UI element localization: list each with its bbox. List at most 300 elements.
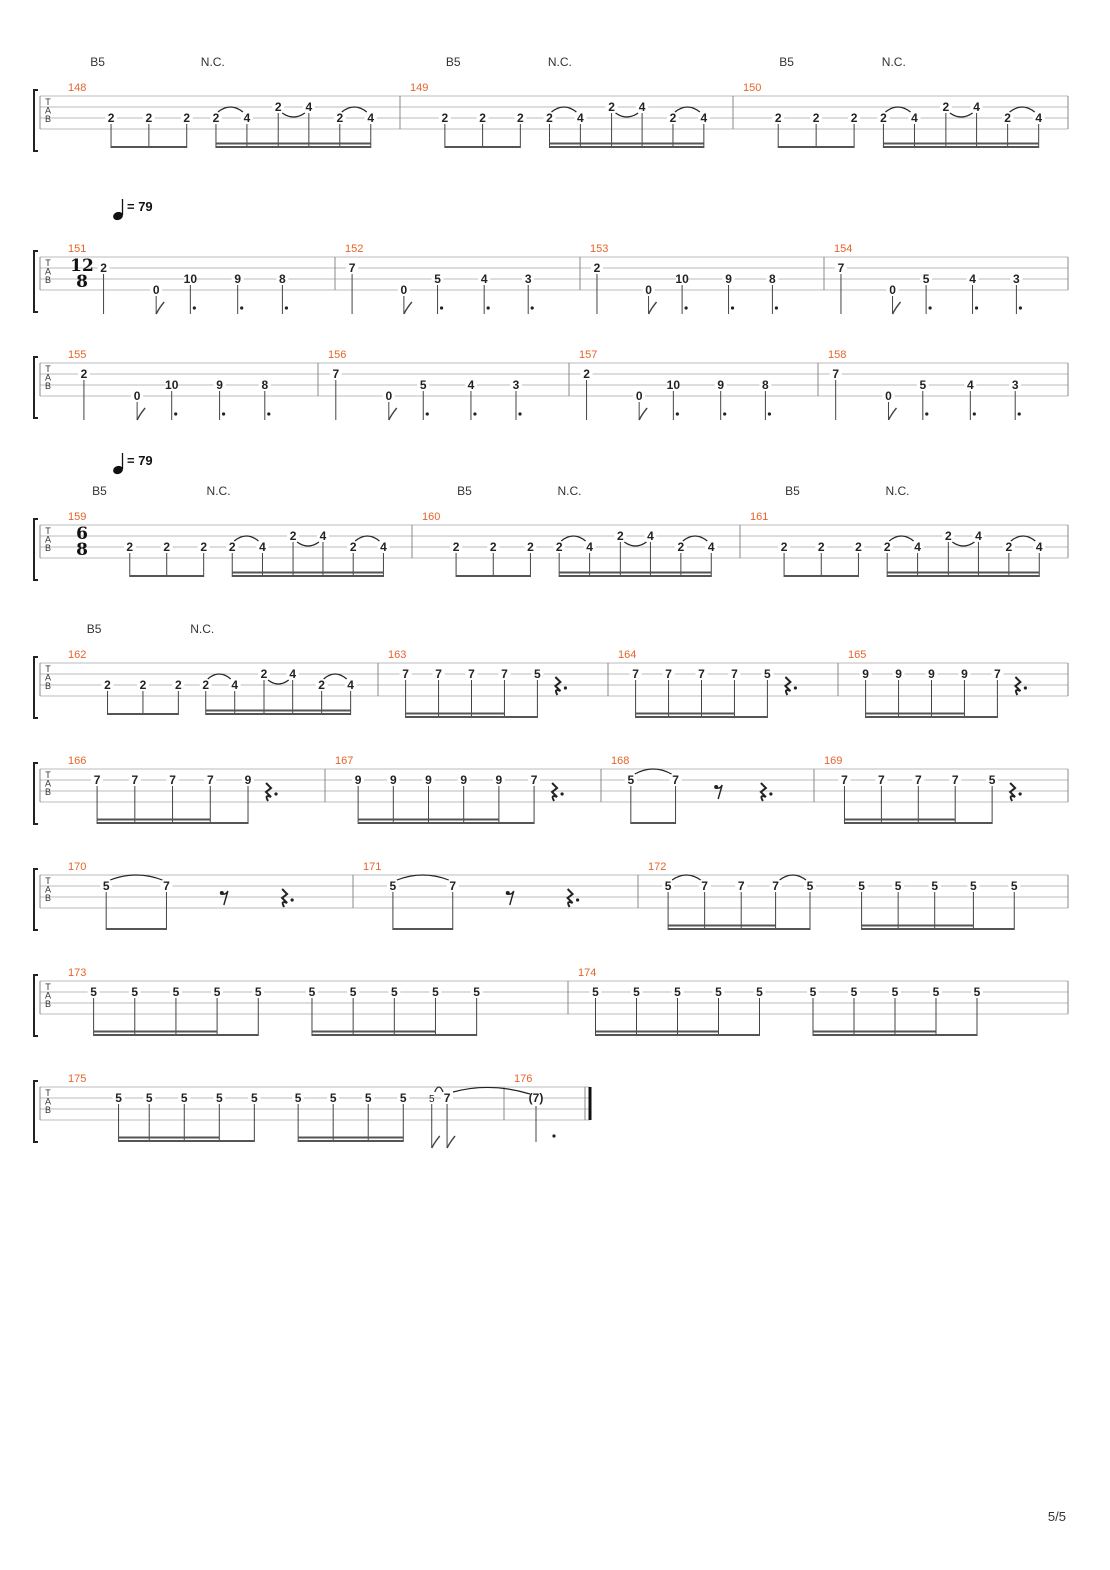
dot: [222, 412, 225, 415]
fret-number: 7: [772, 879, 779, 893]
measure-number: 162: [68, 649, 87, 661]
dot: [929, 306, 932, 309]
tab-clef-letter: A: [44, 534, 52, 545]
beam: [883, 146, 1038, 148]
beam: [216, 146, 371, 148]
fret-number: 2: [441, 111, 449, 125]
dot: [560, 792, 563, 795]
fret-number: 0: [645, 283, 652, 297]
fret-number: 0: [885, 389, 892, 403]
note-flag: [893, 302, 901, 314]
fret-number: 0: [133, 389, 141, 403]
fret-number: 5: [180, 1091, 188, 1105]
page-number: 5/5: [1047, 1509, 1066, 1524]
note-flag: [649, 302, 657, 314]
dot: [267, 412, 270, 415]
tie: [397, 875, 449, 880]
measure-number: 156: [328, 349, 347, 361]
chord-symbol: N.C.: [190, 622, 215, 636]
fret-number: 2: [349, 540, 357, 554]
measure-number: 169: [824, 755, 843, 767]
fret-number: 7: [206, 773, 214, 787]
chord-symbol: B5: [445, 55, 461, 69]
tie: [616, 113, 639, 117]
fret-number: 4: [975, 529, 982, 543]
staff-bracket: [34, 975, 38, 1036]
beam: [596, 1034, 760, 1036]
chord-symbol: B5: [90, 55, 105, 69]
fret-number: 4: [647, 529, 654, 543]
beam: [108, 713, 179, 715]
staff-bracket: [34, 90, 38, 151]
fret-number: 7: [93, 773, 101, 787]
tie: [297, 542, 319, 546]
tie: [672, 875, 701, 880]
dot: [794, 686, 797, 689]
fret-number: 7: [501, 667, 508, 681]
fret-number: 4: [305, 100, 313, 114]
tab-clef-letter: B: [44, 1105, 52, 1115]
dot: [775, 306, 778, 309]
quarter-rest: [266, 783, 271, 801]
measure-number: 176: [514, 1073, 533, 1085]
note-flag: [639, 408, 647, 420]
fret-number: 3: [512, 378, 520, 392]
tab-clef-letter: B: [44, 893, 52, 903]
beam: [393, 928, 453, 930]
fret-number: 2: [228, 540, 236, 554]
tab-clef-letter: A: [44, 778, 52, 789]
fret-number: 2: [289, 529, 297, 543]
fret-number: 9: [216, 378, 223, 392]
beam: [866, 713, 965, 715]
tab-clef-letter: B: [44, 787, 52, 797]
fret-number: 2: [107, 111, 115, 125]
fret-number: 10: [666, 378, 681, 392]
fret-number: 7: [994, 667, 1001, 681]
chord-symbol: N.C.: [881, 55, 906, 69]
fret-number: 2: [212, 111, 220, 125]
staff-bracket: [34, 1081, 38, 1142]
chord-symbol: N.C.: [206, 484, 231, 498]
chord-symbol: B5: [457, 484, 472, 498]
beam: [866, 716, 998, 718]
measure-number: 150: [743, 82, 762, 94]
measure-number: 168: [611, 755, 630, 767]
fret-number: 7: [698, 667, 705, 681]
staff-bracket: [34, 763, 38, 824]
fret-number: 7: [737, 879, 745, 893]
beam: [119, 1137, 220, 1139]
fret-number: 2: [163, 540, 171, 554]
tie: [635, 769, 672, 774]
fret-number: 5: [308, 985, 316, 999]
tab-clef-letter: A: [44, 1096, 52, 1107]
fret-number: 2: [202, 678, 210, 692]
beam: [94, 1034, 259, 1036]
fret-number: 2: [1005, 540, 1013, 554]
tab-clef-letter: T: [45, 364, 51, 374]
measure-number: 158: [828, 349, 847, 361]
fret-number: 9: [862, 667, 869, 681]
beam: [559, 572, 711, 574]
fret-number: 2: [479, 111, 486, 125]
fret-number: 5: [806, 879, 814, 893]
fret-number: 5: [364, 1091, 372, 1105]
fret-number: 2: [452, 540, 460, 554]
staff-bracket: [34, 519, 38, 580]
dot: [975, 306, 978, 309]
fret-number: 5: [664, 879, 672, 893]
fret-number: 2: [945, 529, 952, 543]
time-signature-top: 6: [76, 524, 88, 544]
beam: [784, 575, 858, 577]
fret-number: 2: [274, 100, 282, 114]
fret-number: 4: [914, 540, 921, 554]
fret-number: 7: [951, 773, 959, 787]
quarter-rest: [1010, 783, 1015, 801]
fret-number: 4: [347, 678, 354, 692]
fret-number: 4: [586, 540, 593, 554]
dot: [274, 792, 277, 795]
dot: [973, 412, 976, 415]
fret-number: 7: [348, 261, 356, 275]
fret-number: 2: [139, 678, 147, 692]
quarter-rest: [555, 677, 560, 695]
beam: [119, 1140, 255, 1142]
tab-clef-letter: A: [44, 372, 52, 383]
fret-number: 5: [850, 985, 858, 999]
fret-number: 3: [1011, 378, 1019, 392]
fret-number: 5: [627, 773, 635, 787]
tab-clef-letter: A: [44, 266, 52, 277]
fret-number: 5: [329, 1091, 337, 1105]
tab-clef-letter: B: [44, 681, 52, 691]
chord-symbol: N.C.: [547, 55, 572, 69]
beam: [636, 713, 735, 715]
fret-number: 2: [126, 540, 134, 554]
fret-number: 5: [973, 985, 981, 999]
beam: [312, 1031, 435, 1033]
fret-number: 0: [152, 283, 160, 297]
beam: [232, 575, 383, 577]
tempo-mark: = 79: [127, 199, 153, 214]
tie: [268, 680, 289, 684]
fret-number: 2: [1004, 111, 1011, 125]
beam: [883, 143, 1038, 145]
staff-bracket: [34, 251, 38, 312]
fret-number: 5: [419, 378, 427, 392]
fret-number: 9: [961, 667, 968, 681]
dot: [769, 792, 772, 795]
quarter-rest: [552, 783, 557, 801]
fret-number: 5: [633, 985, 640, 999]
measure-number: 174: [578, 967, 597, 979]
fret-number: 2: [880, 111, 887, 125]
fret-number: 7: [530, 773, 538, 787]
fret-number: 9: [244, 773, 252, 787]
fret-number: 5: [349, 985, 357, 999]
fret-number: 7: [701, 879, 708, 893]
quarter-rest: [785, 677, 790, 695]
note-flag: [432, 1136, 440, 1148]
tab-clef-letter: A: [44, 990, 52, 1001]
beam: [813, 1034, 977, 1036]
fret-number: 5: [294, 1091, 302, 1105]
fret-number: 3: [524, 272, 532, 286]
fret-number: 9: [725, 272, 732, 286]
fret-number: 2: [669, 111, 677, 125]
dot: [285, 306, 288, 309]
fret-number: 2: [527, 540, 534, 554]
fret-number: 4: [707, 540, 715, 554]
fret-number: 9: [425, 773, 432, 787]
note-flag: [389, 408, 397, 420]
measure-number: 161: [750, 511, 769, 523]
dot: [240, 306, 243, 309]
beam: [559, 575, 711, 577]
beam: [887, 572, 1039, 574]
beam: [549, 146, 703, 148]
beam: [94, 1031, 217, 1033]
tie: [952, 542, 974, 546]
fret-number: 7: [914, 773, 922, 787]
fret-number: 7: [163, 879, 170, 893]
tab-clef-letter: T: [45, 526, 51, 536]
fret-number: 5: [1010, 879, 1018, 893]
chord-symbol: B5: [86, 622, 102, 636]
tab-clef-letter: B: [44, 275, 52, 285]
fret-number: 4: [319, 529, 327, 543]
fret-number: 9: [389, 773, 397, 787]
dot: [193, 306, 196, 309]
fret-number: 4: [638, 100, 646, 114]
fret-number: 2: [780, 540, 788, 554]
dot: [1019, 306, 1022, 309]
measure-number: 148: [68, 82, 87, 94]
fret-number: 2: [555, 540, 563, 554]
measure-number: 163: [388, 649, 407, 661]
fret-number: 2: [516, 111, 524, 125]
beam: [445, 146, 520, 148]
fret-number: 7: [841, 773, 848, 787]
fret-number: 4: [1035, 540, 1043, 554]
fret-number: 5: [922, 272, 930, 286]
tie: [624, 542, 646, 546]
fret-number: 10: [165, 378, 179, 392]
fret-number: 4: [1035, 111, 1043, 125]
fret-number: 2: [608, 100, 615, 114]
beam: [106, 928, 166, 930]
fret-number: 5: [90, 985, 97, 999]
fret-number: 2: [260, 667, 268, 681]
tab-clef-letter: T: [45, 97, 51, 107]
fret-number: 2: [583, 367, 590, 381]
note-flag: [888, 408, 896, 420]
fret-number: 5: [592, 985, 599, 999]
fret-number: 4: [231, 678, 239, 692]
fret-number: 8: [261, 378, 269, 392]
time-signature-top: 12: [70, 256, 94, 276]
tab-clef-letter: T: [45, 876, 51, 886]
fret-number: 7: [731, 667, 738, 681]
beam: [406, 713, 505, 715]
measure-number: 154: [834, 243, 853, 255]
staff-bracket: [34, 869, 38, 930]
fret-number: 2: [336, 111, 344, 125]
fret-number: 10: [183, 272, 198, 286]
chord-symbol: N.C.: [557, 484, 582, 498]
fret-number: 2: [104, 678, 111, 692]
dot: [768, 412, 771, 415]
measure-number: 173: [68, 967, 87, 979]
fret-number: 5: [932, 985, 940, 999]
dot: [426, 412, 429, 415]
fret-number: 5: [858, 879, 865, 893]
fret-number: 9: [928, 667, 935, 681]
beam: [358, 819, 499, 821]
beam: [631, 822, 676, 824]
measure-number: 159: [68, 511, 87, 523]
fret-number: 5: [102, 879, 110, 893]
beam: [813, 1031, 936, 1033]
beam: [206, 713, 351, 715]
measure-number: 172: [648, 861, 667, 873]
fret-number: 2: [617, 529, 624, 543]
measure-number: 160: [422, 511, 441, 523]
fret-number: 9: [234, 272, 242, 286]
dot: [518, 412, 521, 415]
tab-clef-letter: T: [45, 1088, 51, 1098]
fret-number: 4: [367, 111, 375, 125]
tab-clef-letter: A: [44, 672, 52, 683]
fret-number: 2: [817, 540, 825, 554]
fret-number: 5: [215, 1091, 223, 1105]
dot: [925, 412, 928, 415]
fret-number: 5: [434, 272, 441, 286]
measure-number: 157: [579, 349, 598, 361]
chord-symbol: B5: [92, 484, 107, 498]
fret-number: 8: [762, 378, 769, 392]
tempo-mark: = 79: [127, 453, 153, 468]
measure-number: 152: [345, 243, 364, 255]
fret-number: 5: [894, 879, 902, 893]
fret-number: 7: [131, 773, 139, 787]
fret-number: 4: [911, 111, 918, 125]
beam: [312, 1034, 477, 1036]
fret-number: 5: [919, 378, 927, 392]
fret-number: 2: [100, 261, 107, 275]
measure-number: 170: [68, 861, 87, 873]
measure-number: 171: [363, 861, 382, 873]
fret-number: 7: [665, 667, 672, 681]
fret-number: 7: [332, 367, 340, 381]
quarter-rest: [761, 783, 766, 801]
note-flag: [447, 1136, 455, 1148]
fret-number: 5: [988, 773, 996, 787]
fret-number: 4: [577, 111, 584, 125]
fret-number: 0: [889, 283, 896, 297]
fret-number: 5: [473, 985, 480, 999]
fret-number: 2: [183, 111, 191, 125]
fret-number: 2: [200, 540, 208, 554]
beam: [216, 143, 371, 145]
fret-number: 5: [715, 985, 722, 999]
chord-symbol: N.C.: [885, 484, 910, 498]
measure-number: 164: [618, 649, 637, 661]
dot: [291, 898, 294, 901]
beam: [844, 819, 955, 821]
beam: [298, 1137, 403, 1139]
fret-number: 5: [674, 985, 681, 999]
fret-number: 0: [635, 389, 643, 403]
fret-number: 2: [677, 540, 685, 554]
dot: [564, 686, 567, 689]
dot: [576, 898, 579, 901]
fret-number: 5: [145, 1091, 153, 1105]
quarter-rest: [282, 889, 287, 907]
fret-number: 3: [1013, 272, 1020, 286]
fret-number: 5: [399, 1091, 407, 1105]
tab-clef-letter: B: [44, 114, 52, 124]
fret-number: 5: [390, 985, 398, 999]
tie: [780, 875, 806, 880]
dot: [1024, 686, 1027, 689]
fret-number: 2: [850, 111, 858, 125]
fret-number: 7: [672, 773, 679, 787]
tie: [453, 1087, 530, 1094]
tab-clef-letter: T: [45, 770, 51, 780]
fret-number: 7: [832, 367, 840, 381]
tab-clef-letter: B: [44, 381, 52, 391]
beam: [358, 822, 534, 824]
fret-number: 5: [172, 985, 180, 999]
fret-number: 2: [546, 111, 553, 125]
beam: [887, 575, 1039, 577]
fret-number: 7: [878, 773, 885, 787]
tab-clef-letter: A: [44, 105, 52, 116]
beam: [406, 716, 538, 718]
tab-clef-letter: T: [45, 982, 51, 992]
fret-number: 4: [966, 378, 974, 392]
fret-number: 7: [468, 667, 475, 681]
fret-number: 9: [495, 773, 503, 787]
fret-number: 4: [480, 272, 488, 286]
dot: [552, 1134, 555, 1137]
fret-number: 4: [700, 111, 708, 125]
staff-bracket: [34, 657, 38, 718]
fret-number: 2: [80, 367, 88, 381]
fret-number: 7: [402, 667, 409, 681]
beam: [130, 575, 204, 577]
fret-number: 2: [593, 261, 601, 275]
beam: [636, 716, 768, 718]
dot: [487, 306, 490, 309]
beam: [97, 819, 210, 821]
fret-number: 2: [774, 111, 782, 125]
fret-number: 9: [354, 773, 362, 787]
fret-number: 5: [213, 985, 221, 999]
fret-number: 4: [467, 378, 475, 392]
beam: [206, 710, 351, 712]
fret-number: 5: [891, 985, 899, 999]
fret-number: 4: [289, 667, 297, 681]
fret-number: 2: [942, 100, 950, 114]
beam: [668, 925, 776, 927]
note-flag: [156, 302, 164, 314]
dot: [676, 412, 679, 415]
measure-number: 151: [68, 243, 87, 255]
